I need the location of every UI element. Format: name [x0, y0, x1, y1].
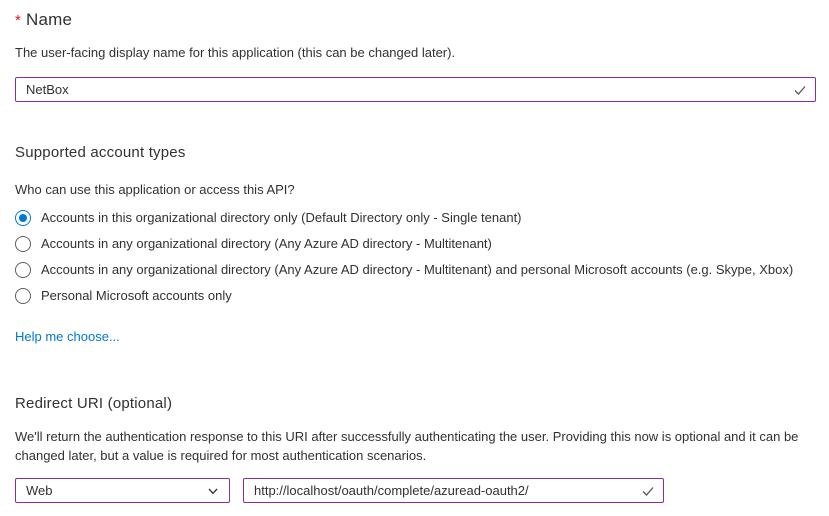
- radio-button[interactable]: [15, 236, 31, 252]
- radio-option-label: Accounts in this organizational directory only (Default Directory only - Single tenant): [41, 210, 522, 225]
- radio-option-personal-only[interactable]: [15, 288, 816, 304]
- required-asterisk: *: [15, 12, 22, 29]
- name-input-container: [15, 77, 816, 102]
- account-types-title: Supported account types: [15, 144, 186, 161]
- help-me-choose-link[interactable]: Help me choose...: [15, 329, 120, 344]
- radio-button[interactable]: [15, 262, 31, 278]
- radio-option-multitenant[interactable]: [15, 236, 816, 252]
- radio-button[interactable]: [15, 210, 31, 226]
- redirect-uri-title: Redirect URI (optional): [15, 395, 173, 412]
- name-description: The user-facing display name for this application (this can be changed later).: [15, 45, 456, 60]
- platform-dropdown-value: Web: [26, 483, 53, 498]
- account-types-question: Who can use this application or access this API?: [15, 182, 295, 197]
- radio-button[interactable]: [15, 288, 31, 304]
- redirect-uri-input[interactable]: [243, 478, 664, 503]
- account-types-radio-group: [15, 210, 816, 304]
- redirect-uri-description: We'll return the authentication response to this URI after successfully authenticating the user. Providing this now is optional and it can be changed later, but a value is required for most authentication scenarios.: [15, 429, 799, 463]
- redirect-uri-controls: [15, 478, 816, 503]
- name-section-title: [15, 9, 816, 31]
- radio-option-label: Accounts in any organizational directory (Any Azure AD directory - Multitenant): [41, 236, 492, 251]
- name-title-text: Name: [26, 10, 73, 29]
- radio-option-label: Personal Microsoft accounts only: [41, 288, 232, 303]
- radio-option-label: Accounts in any organizational directory (Any Azure AD directory - Multitenant) and personal Microsoft accounts (e.g. Skype, Xbox): [41, 262, 794, 277]
- platform-dropdown[interactable]: [15, 478, 230, 503]
- name-input[interactable]: [15, 77, 816, 102]
- radio-option-multitenant-personal[interactable]: [15, 262, 816, 278]
- chevron-down-icon: [206, 484, 220, 498]
- radio-option-single-tenant[interactable]: [15, 210, 816, 226]
- redirect-uri-input-container: [243, 478, 664, 503]
